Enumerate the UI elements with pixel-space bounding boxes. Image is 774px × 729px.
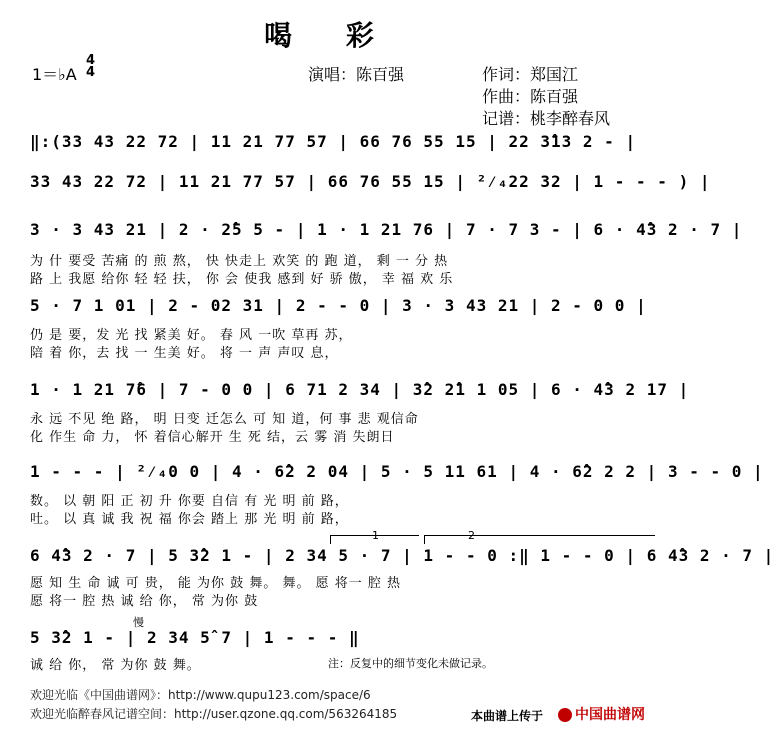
lyric-verse-2: 愿 将一 腔 热 诚 给 你， 常 为你 鼓: [30, 594, 259, 609]
lyric-verse-1: 仍 是 要，发 光 找 紧美 好。 春 风 一吹 草再 苏，: [30, 328, 353, 343]
time-signature-bottom: 4: [86, 65, 96, 80]
score-line: 3 · 3 43 21 | 2 · 2̂5 5 - | 1 · 1 21 76 | 7 · 7 3 - | 6 · 4̂3 2 · 7 |: [30, 220, 743, 239]
lyricist-credit: 作词：郑国江: [482, 65, 579, 84]
lyric-verse-1: 为 什 要受 苦痛 的 煎 熬， 快 快走上 欢笑 的 跑 道， 剩 一 分 热: [30, 254, 449, 269]
lyric-verse-2: 陪 着 你，去 找 一 生美 好。 将 一 声 声叹 息，: [30, 346, 339, 361]
score-line: 1 · 1 21 7̂6 | 7 - 0 0 | 6 71 2 34 | 3̂2 2̂1 1 05 | 6 · 4̂3 2 17 |: [30, 380, 690, 399]
song-title: 喝 彩: [264, 19, 396, 52]
volta-label-2: 2: [468, 529, 475, 542]
score-line: 6 4̂3 2 · 7 | 5 3̂2 1 - | 2 34 5 · 7 | 1 - - 0 :‖ 1 - - 0 | 6 4̂3 2 · 7 |: [30, 546, 774, 565]
time-signature: [86, 55, 95, 79]
lyric-verse-1: 愿 知 生 命 诚 可 贵， 能 为你 鼓 舞。 舞。 愿 将一 腔 热: [30, 576, 401, 591]
lyric-verse-1: 数。 以 朝 阳 正 初 升 你要 自信 有 光 明 前 路，: [30, 494, 349, 509]
time-signature-top: 4: [86, 53, 96, 68]
logo-icon: [558, 708, 572, 722]
key-signature: 1＝♭A: [32, 65, 77, 84]
lyric-verse-1: 永 远 不见 绝 路， 明 日变 迁怎么 可 知 道，何 事 悲 观信命: [30, 412, 419, 427]
lyric-verse-2: 吐。 以 真 诚 我 祝 福 你会 踏上 那 光 明 前 路，: [30, 512, 349, 527]
score-line: 1 - - - | ²⁄₄0 0 | 4 · 6̂2 2 04 | 5 · 5 11 61 | 4 · 6̂2 2 2 | 3 - - 0 |: [30, 462, 764, 481]
site-logo: [558, 704, 645, 724]
volta-label-1: 1: [372, 529, 379, 542]
singer-credit: 演唱：陈百强: [308, 65, 405, 84]
footer-link-qupu[interactable]: 欢迎光临《中国曲谱网》：http://www.qupu123.com/space/6: [30, 688, 371, 702]
tempo-mark: 慢: [133, 616, 144, 629]
score-line: 33 43 22 72 | 11 21 77 57 | 66 76 55 15 | ²⁄₄22 32 | 1 - - - ) |: [30, 172, 711, 191]
upload-caption: 本曲谱上传于: [471, 709, 544, 723]
volta-bracket-2: [424, 535, 655, 544]
score-line: 5 3̂2 1 - | 2 34 5̂ 7 | 1 - - - ‖: [30, 628, 360, 647]
lyric-verse-2: 化 作生 命 力， 怀 着信心解开 生 死 结，云 雾 消 失朗日: [30, 430, 395, 445]
lyric-verse-1: 诚 给 你， 常 为你 鼓 舞。: [30, 658, 201, 673]
score-line: 5 · 7 1 01 | 2 - 02 31 | 2 - - 0 | 3 · 3 43 21 | 2 - 0 0 |: [30, 296, 647, 315]
transcriber-credit: 记谱：桃李醉春风: [482, 109, 611, 128]
logo-text: 中国曲谱网: [575, 707, 645, 723]
lyric-verse-2: 路 上 我愿 给你 轻 轻 扶， 你 会 使我 感到 好 骄 傲， 幸 福 欢 乐: [30, 272, 454, 287]
transcription-note: 注：反复中的细节变化未做记录。: [328, 657, 493, 670]
footer-link-qzone[interactable]: 欢迎光临醉春风记谱空间：http://user.qzone.qq.com/563264185: [30, 707, 398, 721]
composer-credit: 作曲：陈百强: [482, 87, 579, 106]
score-line: ‖:(33 43 22 72 | 11 21 77 57 | 66 76 55 15 | 22 3̂13 2 - |: [30, 132, 637, 151]
